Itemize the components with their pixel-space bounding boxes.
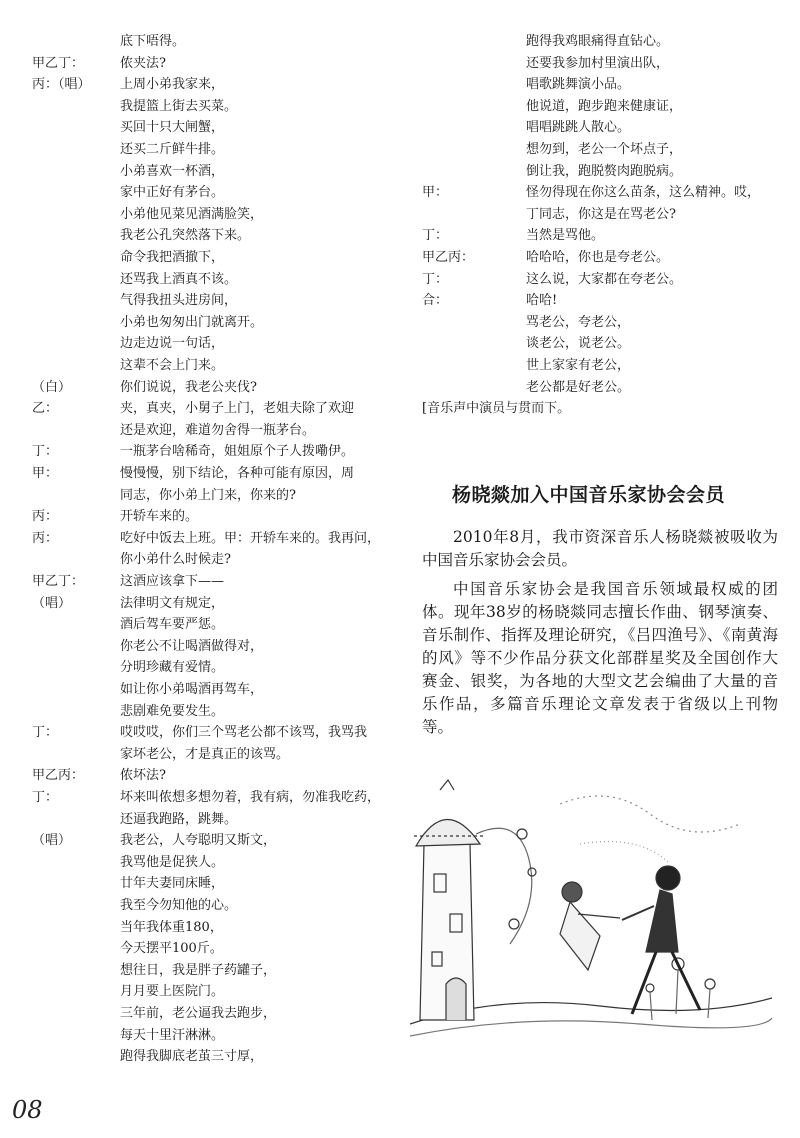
line-text: 廿年夫妻同床睡， [120, 876, 225, 892]
line-text: 同志，你小弟上门来，你来的? [120, 487, 296, 503]
line-text: 一瓶茅台啥稀奇，姐姐原个子人拨嘞伊。 [120, 444, 355, 460]
line-text: 家坏老公，才是真正的该骂。 [120, 746, 290, 762]
article-title: 杨晓燚加入中国音乐家协会会员 [452, 484, 726, 506]
line-text: 唱歌跳舞演小品。 [526, 77, 631, 93]
line-text: 还是欢迎，难道勿舍得一瓶茅台。 [120, 422, 316, 438]
line-text: 还买二斤鲜牛排。 [120, 142, 225, 157]
speaker-label: 甲乙丁： [32, 574, 85, 589]
line-text: 小弟喜欢一杯酒， [120, 163, 225, 179]
speaker-label: 甲乙丙： [32, 768, 85, 784]
line-text: 坏来叫侬想多想勿着，我有病，勿准我吃药， [120, 790, 381, 805]
line-text: 哎哎哎，你们三个骂老公都不该骂，我骂我 [120, 725, 368, 741]
line-text: 跑得我脚底老茧三寸厚， [120, 1049, 264, 1065]
speaker-label: 丙： [32, 530, 59, 546]
line-text: 边走边说一句话， [120, 336, 225, 352]
speaker-label: 合： [422, 293, 449, 309]
line-text: 当年我体重180， [120, 919, 223, 935]
line-text: 每天十里汗淋淋。 [120, 1027, 225, 1043]
line-text: 命令我把酒撤下， [120, 250, 225, 265]
line-text: 悲剧难免要发生。 [120, 703, 225, 719]
line-text: 想勿到，老公一个坏点子， [526, 142, 683, 157]
line-text: 我至今勿知他的心。 [120, 898, 238, 913]
line-text: 月月要上医院门。 [120, 984, 225, 1000]
line-text: 侬夹法? [120, 55, 166, 71]
line-text: 你小弟什么时候走? [120, 552, 231, 568]
speaker-label: 丙：（唱） [32, 77, 91, 93]
line-text: 侬坏法? [120, 768, 166, 784]
article-paragraph-2: 中国音乐家协会是我国音乐领域最权威的团体。现年38岁的杨晓燚同志擅长作曲、钢琴演奏、音乐制作、指挥及理论研究，《吕四渔号》、《南黄海的风》等不少作品分获文化部群星奖及全国创作大赛金、银奖，为各地的大型文艺会编曲了大量的音乐作品，多篇音乐理论文章发表于省级以上刊物等。 [422, 580, 778, 736]
line-text: 我老公，人夸聪明又斯文， [120, 833, 277, 849]
line-text: 吃好中饭去上班。甲：开轿车来的。我再问， [120, 530, 381, 546]
speaker-label: （唱） [32, 833, 72, 849]
line-text: 酒后驾车要严惩。 [120, 617, 225, 633]
article-paragraph-1: 2010年8月，我市资深音乐人杨晓燚被吸收为中国音乐家协会会员。 [422, 528, 778, 569]
line-text: 骂老公，夸老公， [526, 314, 631, 330]
line-text: 世上家家有老公， [526, 358, 631, 373]
line-text: 哈哈! [526, 293, 558, 309]
line-text: 上周小弟我家来， [120, 77, 225, 93]
line-text: 底下唔得。 [120, 34, 186, 49]
line-text: 老公都是好老公。 [526, 379, 631, 395]
line-text: 想往日，我是胖子药罐子， [120, 962, 277, 978]
line-text: 当然是骂他。 [526, 228, 605, 244]
line-text: 法律明文有规定， [120, 595, 225, 611]
line-text: 今天摆平100斤。 [120, 941, 223, 957]
line-text: 我老公孔突然落下来。 [120, 228, 251, 244]
line-text: 家中正好有茅台。 [120, 185, 225, 201]
line-text: 开轿车来的。 [120, 509, 199, 525]
line-text: 还骂我上酒真不该。 [120, 271, 238, 287]
speaker-label: （唱） [32, 595, 72, 611]
line-text: [音乐声中演员与贯而下。 [422, 401, 571, 417]
line-text: 倒让我，跑脱赘肉跑脱病。 [526, 163, 683, 179]
line-text: 如让你小弟喝酒再驾车， [120, 682, 264, 697]
line-text: 跑得我鸡眼痛得直钻心。 [526, 34, 670, 49]
line-text: 怪勿得现在你这么苗条，这么精神。哎， [526, 185, 761, 201]
line-text: 谈老公，说老公。 [526, 336, 631, 352]
line-text: 还要我参加村里演出队， [526, 55, 670, 71]
line-text: 分明珍藏有爱情。 [120, 660, 225, 676]
line-text: 这么说，大家都在夸老公。 [526, 271, 683, 287]
speaker-label: 甲乙丁： [32, 55, 85, 71]
page-number: 08 [12, 1096, 43, 1124]
speaker-label: 甲： [422, 185, 449, 201]
line-text: 气得我扭头进房间， [120, 293, 238, 309]
line-text: 还逼我跑路，跳舞。 [120, 811, 238, 827]
line-text: 三年前，老公逼我去跑步， [120, 1006, 277, 1021]
speaker-label: 丁： [32, 725, 59, 741]
speaker-label: 甲乙丙： [422, 250, 475, 265]
line-text: 你老公不让喝酒做得对， [120, 638, 264, 654]
speaker-label: 丁： [422, 271, 449, 287]
line-text: 小弟他见菜见酒满脸笑， [120, 206, 264, 222]
line-text: 你们说说，我老公夹伐? [120, 379, 257, 395]
speaker-label: 丁： [32, 790, 59, 805]
speaker-label: 丁： [422, 228, 449, 244]
speaker-label: （白） [32, 379, 72, 395]
line-text: 我骂他是促狭人。 [120, 854, 225, 870]
line-text: 这酒应该拿下—— [120, 574, 225, 589]
speaker-label: 甲： [32, 466, 59, 481]
line-text: 买回十只大闸蟹， [120, 120, 225, 136]
line-text: 小弟也匆匆出门就离开。 [120, 314, 264, 330]
line-text: 唱唱跳跳人散心。 [526, 120, 631, 136]
line-text: 他说道，跑步跑来健康证， [526, 98, 683, 114]
line-text: 夹，真夹，小舅子上门，老姐夫除了欢迎 [120, 401, 355, 417]
line-text: 我提篮上街去买菜。 [120, 98, 238, 114]
line-text: 哈哈哈，你也是夸老公。 [526, 250, 670, 265]
line-text: 丁同志，你这是在骂老公? [526, 206, 676, 222]
speaker-label: 丙： [32, 509, 59, 525]
line-text: 这辈不会上门来。 [120, 358, 225, 373]
sketch-dancing-couple-tower-icon [410, 774, 772, 1050]
line-text: 慢慢慢，别下结论，各种可能有原因，周 [120, 466, 355, 481]
speaker-label: 丁： [32, 444, 59, 460]
speaker-label: 乙： [32, 401, 59, 417]
